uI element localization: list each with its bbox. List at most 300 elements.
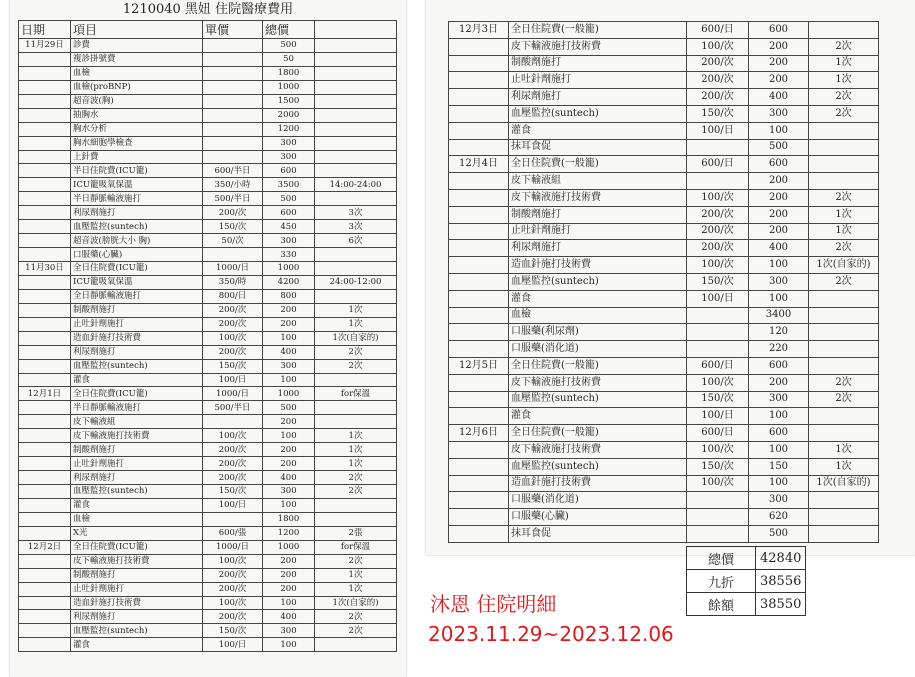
cell-date (449, 492, 509, 509)
table-row (19, 94, 397, 108)
cell-item: 血壓監控(suntech) (509, 273, 687, 290)
cell-date (19, 317, 71, 331)
cell-note (809, 408, 879, 425)
table-row (19, 52, 397, 66)
table-row (449, 307, 879, 324)
cell-date (19, 401, 71, 415)
table-row (449, 408, 879, 425)
cell-total: 100 (263, 331, 315, 345)
cell-item: 灌食 (509, 408, 687, 425)
cell-total: 100 (263, 373, 315, 387)
cell-item: 造血針施打技術費 (509, 257, 687, 274)
cell-date (19, 248, 71, 262)
cell-date (19, 485, 71, 499)
cell-note: 2次 (315, 345, 397, 359)
cell-item: 止吐針劑施打 (71, 457, 203, 471)
cell-item: 造血針施打技術費 (71, 331, 203, 345)
cell-date (19, 275, 71, 289)
cell-unit-price (687, 492, 749, 509)
table-row (449, 273, 879, 290)
cell-date: 11月29日 (19, 39, 71, 53)
cell-unit-price: 200/次 (687, 89, 749, 106)
cell-date: 12月6日 (449, 425, 509, 442)
cell-total: 100 (749, 441, 809, 458)
cell-date (19, 568, 71, 582)
cell-note: 2次 (809, 273, 879, 290)
cell-total: 800 (263, 289, 315, 303)
table-row (19, 526, 397, 540)
cell-note: 2次 (809, 105, 879, 122)
cell-date (19, 136, 71, 150)
cell-note: 2次 (315, 471, 397, 485)
table-row (449, 240, 879, 257)
cell-total: 120 (749, 324, 809, 341)
cell-date (449, 257, 509, 274)
cell-total: 3500 (263, 178, 315, 192)
cell-date (449, 391, 509, 408)
table-row (19, 262, 397, 276)
cell-unit-price: 100/日 (687, 122, 749, 139)
cell-note (315, 66, 397, 80)
cell-date (19, 192, 71, 206)
header-item: 項目 (71, 21, 203, 39)
table-row (19, 317, 397, 331)
cell-total: 450 (263, 220, 315, 234)
totals-row (687, 547, 806, 570)
cell-note: 2次 (315, 359, 397, 373)
totals-table (686, 546, 806, 616)
cell-note: 2次 (809, 38, 879, 55)
cell-total: 100 (749, 290, 809, 307)
cell-unit-price: 100/日 (687, 290, 749, 307)
discount-label: 九折 (687, 570, 756, 593)
cell-total: 500 (263, 39, 315, 53)
caption-title: 沐恩 住院明細 (430, 592, 557, 616)
cell-unit-price: 100/次 (203, 596, 263, 610)
cell-unit-price: 200/次 (203, 471, 263, 485)
cell-date (19, 359, 71, 373)
cell-total: 100 (263, 596, 315, 610)
cell-total: 300 (263, 150, 315, 164)
cell-date: 11月30日 (19, 262, 71, 276)
cell-unit-price: 150/次 (687, 458, 749, 475)
cell-item: 血檢 (509, 307, 687, 324)
cell-item: 全日靜脈輸液施打 (71, 289, 203, 303)
cell-item: 制酸劑施打 (71, 443, 203, 457)
table-row (449, 492, 879, 509)
cell-total: 600 (749, 357, 809, 374)
cell-date (449, 374, 509, 391)
cell-date (19, 638, 71, 652)
table-row (449, 206, 879, 223)
cell-note: 3次 (315, 220, 397, 234)
cell-note: 6次 (315, 234, 397, 248)
cell-total: 620 (749, 509, 809, 526)
cell-date (449, 55, 509, 72)
cell-unit-price: 100/日 (687, 408, 749, 425)
cell-note (315, 122, 397, 136)
cell-total: 1000 (263, 387, 315, 401)
cell-note: 1次 (809, 441, 879, 458)
cell-date (449, 290, 509, 307)
cell-item: 灌食 (509, 122, 687, 139)
cell-unit-price: 1000/日 (203, 540, 263, 554)
cell-unit-price (687, 173, 749, 190)
cell-date (449, 206, 509, 223)
cell-total: 100 (749, 408, 809, 425)
table-row (19, 359, 397, 373)
cell-item: 血壓監控(suntech) (509, 105, 687, 122)
cell-date (19, 164, 71, 178)
cell-total: 330 (263, 248, 315, 262)
cell-note (315, 164, 397, 178)
cell-date (19, 512, 71, 526)
cell-item: 全日住院費(ICU籠) (71, 540, 203, 554)
cell-unit-price (203, 39, 263, 53)
cell-date (19, 66, 71, 80)
table-row (19, 220, 397, 234)
cell-item: 利尿劑施打 (71, 206, 203, 220)
cell-total: 200 (263, 415, 315, 429)
cell-unit-price (687, 525, 749, 542)
cell-date (19, 345, 71, 359)
cell-item: 皮下輸液施打技術費 (71, 554, 203, 568)
cell-item: 半日住院費(ICU籠) (71, 164, 203, 178)
cell-note (315, 150, 397, 164)
cell-total: 300 (263, 485, 315, 499)
cell-unit-price: 100/次 (687, 189, 749, 206)
cell-unit-price: 350/時 (203, 275, 263, 289)
cell-date (449, 223, 509, 240)
cell-unit-price: 200/次 (203, 568, 263, 582)
table-row (449, 173, 879, 190)
cell-total: 1500 (263, 94, 315, 108)
cell-unit-price: 100/次 (203, 554, 263, 568)
cell-item: 抹耳食促 (509, 139, 687, 156)
cell-unit-price: 800/日 (203, 289, 263, 303)
cell-item: 皮下輸液施打技術費 (509, 189, 687, 206)
cell-date (19, 596, 71, 610)
cell-note (315, 638, 397, 652)
cell-note: 1次 (809, 72, 879, 89)
cell-date (449, 525, 509, 542)
cell-total: 400 (749, 89, 809, 106)
cell-note: 1次 (315, 568, 397, 582)
cell-unit-price: 100/次 (203, 331, 263, 345)
cell-unit-price: 600/日 (687, 22, 749, 39)
cell-item: 造血針施打技術費 (509, 475, 687, 492)
cell-total: 200 (749, 189, 809, 206)
cell-note: 1次(自家的) (315, 331, 397, 345)
table-row (449, 475, 879, 492)
total-value: 42840 (756, 547, 806, 570)
cell-item: 血檢 (71, 512, 203, 526)
cell-note: 2次 (809, 189, 879, 206)
cell-total: 200 (263, 317, 315, 331)
cell-note: 1次(自家的) (809, 257, 879, 274)
cell-unit-price: 600/日 (687, 357, 749, 374)
cell-note (315, 401, 397, 415)
cell-date (19, 52, 71, 66)
cell-date (449, 105, 509, 122)
cell-date (19, 331, 71, 345)
cell-date (449, 408, 509, 425)
cell-item: 皮下輸液施打技術費 (509, 441, 687, 458)
cell-total: 200 (263, 554, 315, 568)
cell-unit-price: 150/次 (687, 273, 749, 290)
cell-unit-price (687, 341, 749, 358)
table-row (449, 223, 879, 240)
cell-total: 200 (749, 173, 809, 190)
cell-item: 血壓監控(suntech) (509, 458, 687, 475)
cell-item: 口服藥(利尿劑) (509, 324, 687, 341)
cell-unit-price: 150/次 (203, 624, 263, 638)
cell-total: 1200 (263, 526, 315, 540)
cell-unit-price: 50/次 (203, 234, 263, 248)
cell-item: 血檢(proBNP) (71, 80, 203, 94)
cell-unit-price: 100/次 (687, 475, 749, 492)
cell-note (809, 425, 879, 442)
cell-total: 1000 (263, 540, 315, 554)
cell-item: 上針費 (71, 150, 203, 164)
table-header-row (19, 21, 397, 39)
table-row (19, 150, 397, 164)
cell-note: 1次 (315, 443, 397, 457)
cell-unit-price (687, 307, 749, 324)
table-row (449, 341, 879, 358)
cell-note: 1次(自家的) (809, 475, 879, 492)
cell-item: 皮下輸液施打技術費 (509, 374, 687, 391)
cell-unit-price: 100/次 (687, 374, 749, 391)
cell-item: 半日靜脈輸液施打 (71, 192, 203, 206)
cell-total: 300 (263, 136, 315, 150)
cell-unit-price: 200/次 (203, 610, 263, 624)
cell-total: 300 (263, 624, 315, 638)
cell-total: 400 (263, 471, 315, 485)
cell-unit-price: 1000/日 (203, 387, 263, 401)
cell-unit-price (203, 136, 263, 150)
cell-item: 利尿劑施打 (509, 89, 687, 106)
cell-unit-price: 100/次 (687, 38, 749, 55)
cell-note (809, 341, 879, 358)
cell-unit-price (203, 150, 263, 164)
cell-item: 全日住院費(ICU籠) (71, 262, 203, 276)
cell-unit-price: 500/半日 (203, 192, 263, 206)
cell-item: 胸水分析 (71, 122, 203, 136)
cell-date: 12月3日 (449, 22, 509, 39)
cell-unit-price: 500/半日 (203, 401, 263, 415)
cell-item: 灌食 (509, 290, 687, 307)
balance-value: 38550 (756, 593, 806, 616)
cell-unit-price (203, 248, 263, 262)
cell-date (19, 289, 71, 303)
cell-unit-price: 150/次 (203, 359, 263, 373)
cell-date (449, 307, 509, 324)
table-row (449, 22, 879, 39)
cell-unit-price: 150/次 (203, 220, 263, 234)
cell-unit-price: 150/次 (687, 105, 749, 122)
cell-item: X光 (71, 526, 203, 540)
cell-note (809, 290, 879, 307)
table-row (19, 331, 397, 345)
cell-total: 200 (263, 568, 315, 582)
cell-note: 2張 (315, 526, 397, 540)
cell-note (315, 80, 397, 94)
cell-total: 300 (749, 391, 809, 408)
table-row (19, 39, 397, 53)
cell-date: 12月4日 (449, 156, 509, 173)
cell-note: 1次 (809, 206, 879, 223)
cell-note (315, 108, 397, 122)
cell-date (19, 526, 71, 540)
cell-total: 200 (263, 457, 315, 471)
table-row (449, 324, 879, 341)
cell-total: 600 (263, 206, 315, 220)
cell-unit-price (203, 108, 263, 122)
cell-total: 100 (749, 122, 809, 139)
table-row (19, 638, 397, 652)
table-row (19, 582, 397, 596)
cell-date (449, 441, 509, 458)
cell-item: 灌食 (71, 638, 203, 652)
table-row (19, 108, 397, 122)
cell-item: 口服藥(心臟) (71, 248, 203, 262)
cell-date (19, 554, 71, 568)
cell-item: 口服藥(心臟) (509, 509, 687, 526)
cell-note (809, 324, 879, 341)
cell-total: 600 (749, 156, 809, 173)
bill-title: 1210040 黑妞 住院醫療費用 (122, 2, 294, 17)
cell-unit-price: 200/次 (203, 317, 263, 331)
totals-row (687, 570, 806, 593)
cell-note: 2次 (809, 391, 879, 408)
cell-item: 造血針施打技術費 (71, 596, 203, 610)
cell-date: 12月1日 (19, 387, 71, 401)
cell-note: 1次(自家的) (315, 596, 397, 610)
cell-total: 200 (263, 303, 315, 317)
cell-date (449, 324, 509, 341)
cell-note (315, 498, 397, 512)
cell-note: 24:00-12:00 (315, 275, 397, 289)
cell-item: 血壓監控(suntech) (509, 391, 687, 408)
cell-note (315, 262, 397, 276)
table-row (19, 624, 397, 638)
cell-date (449, 89, 509, 106)
table-row (19, 387, 397, 401)
table-row (19, 289, 397, 303)
table-row (19, 471, 397, 485)
header-note (315, 21, 397, 39)
cell-total: 200 (749, 206, 809, 223)
cell-item: 利尿劑施打 (71, 345, 203, 359)
balance-label: 餘額 (687, 593, 756, 616)
cell-date (19, 624, 71, 638)
table-row (19, 192, 397, 206)
table-row (449, 290, 879, 307)
cell-unit-price (687, 324, 749, 341)
table-row (19, 178, 397, 192)
cell-unit-price: 200/次 (687, 206, 749, 223)
table-row (449, 257, 879, 274)
cell-note (809, 509, 879, 526)
cell-date (19, 415, 71, 429)
cell-total: 600 (263, 164, 315, 178)
cell-unit-price: 150/次 (203, 485, 263, 499)
table-row (19, 122, 397, 136)
cell-unit-price (687, 139, 749, 156)
cell-note: 1次 (809, 223, 879, 240)
table-row (449, 189, 879, 206)
cell-total: 300 (749, 273, 809, 290)
cell-unit-price (687, 509, 749, 526)
cell-date (449, 122, 509, 139)
cell-total: 100 (263, 498, 315, 512)
cell-total: 600 (749, 425, 809, 442)
cell-note: 1次 (315, 582, 397, 596)
cell-total: 400 (263, 610, 315, 624)
table-row (449, 105, 879, 122)
cell-date (19, 150, 71, 164)
cell-item: 血檢 (71, 66, 203, 80)
cell-total: 1800 (263, 66, 315, 80)
cell-note (315, 52, 397, 66)
cell-unit-price: 200/次 (203, 206, 263, 220)
table-row (449, 391, 879, 408)
table-row (19, 540, 397, 554)
right-bill-table (448, 21, 879, 543)
cell-total: 220 (749, 341, 809, 358)
cell-item: 利尿劑施打 (71, 471, 203, 485)
cell-total: 3400 (749, 307, 809, 324)
table-row (449, 458, 879, 475)
cell-item: 抽胸水 (71, 108, 203, 122)
table-row (449, 122, 879, 139)
cell-total: 100 (263, 429, 315, 443)
cell-note (809, 122, 879, 139)
table-row (449, 509, 879, 526)
cell-note (809, 156, 879, 173)
cell-note (315, 94, 397, 108)
table-row (449, 55, 879, 72)
cell-unit-price (203, 512, 263, 526)
cell-unit-price (203, 94, 263, 108)
cell-item: 超音波(膀胱大小 胸) (71, 234, 203, 248)
cell-note: 2次 (809, 240, 879, 257)
table-row (19, 234, 397, 248)
cell-unit-price (203, 80, 263, 94)
cell-total: 1200 (263, 122, 315, 136)
cell-note (315, 373, 397, 387)
cell-note: 1次 (315, 317, 397, 331)
cell-note: 1次 (809, 55, 879, 72)
cell-item: 全日住院費(一般籠) (509, 22, 687, 39)
cell-total: 150 (749, 458, 809, 475)
cell-note (315, 289, 397, 303)
cell-unit-price: 200/次 (203, 457, 263, 471)
cell-total: 300 (749, 492, 809, 509)
cell-total: 200 (749, 72, 809, 89)
table-row (19, 248, 397, 262)
cell-unit-price: 200/次 (203, 345, 263, 359)
cell-note (809, 357, 879, 374)
header-total: 總價 (263, 21, 315, 39)
cell-item: 皮下輸液組 (509, 173, 687, 190)
cell-total: 400 (749, 240, 809, 257)
cell-date: 12月2日 (19, 540, 71, 554)
cell-unit-price: 200/次 (203, 582, 263, 596)
cell-note: 1次 (315, 429, 397, 443)
cell-total: 300 (749, 105, 809, 122)
